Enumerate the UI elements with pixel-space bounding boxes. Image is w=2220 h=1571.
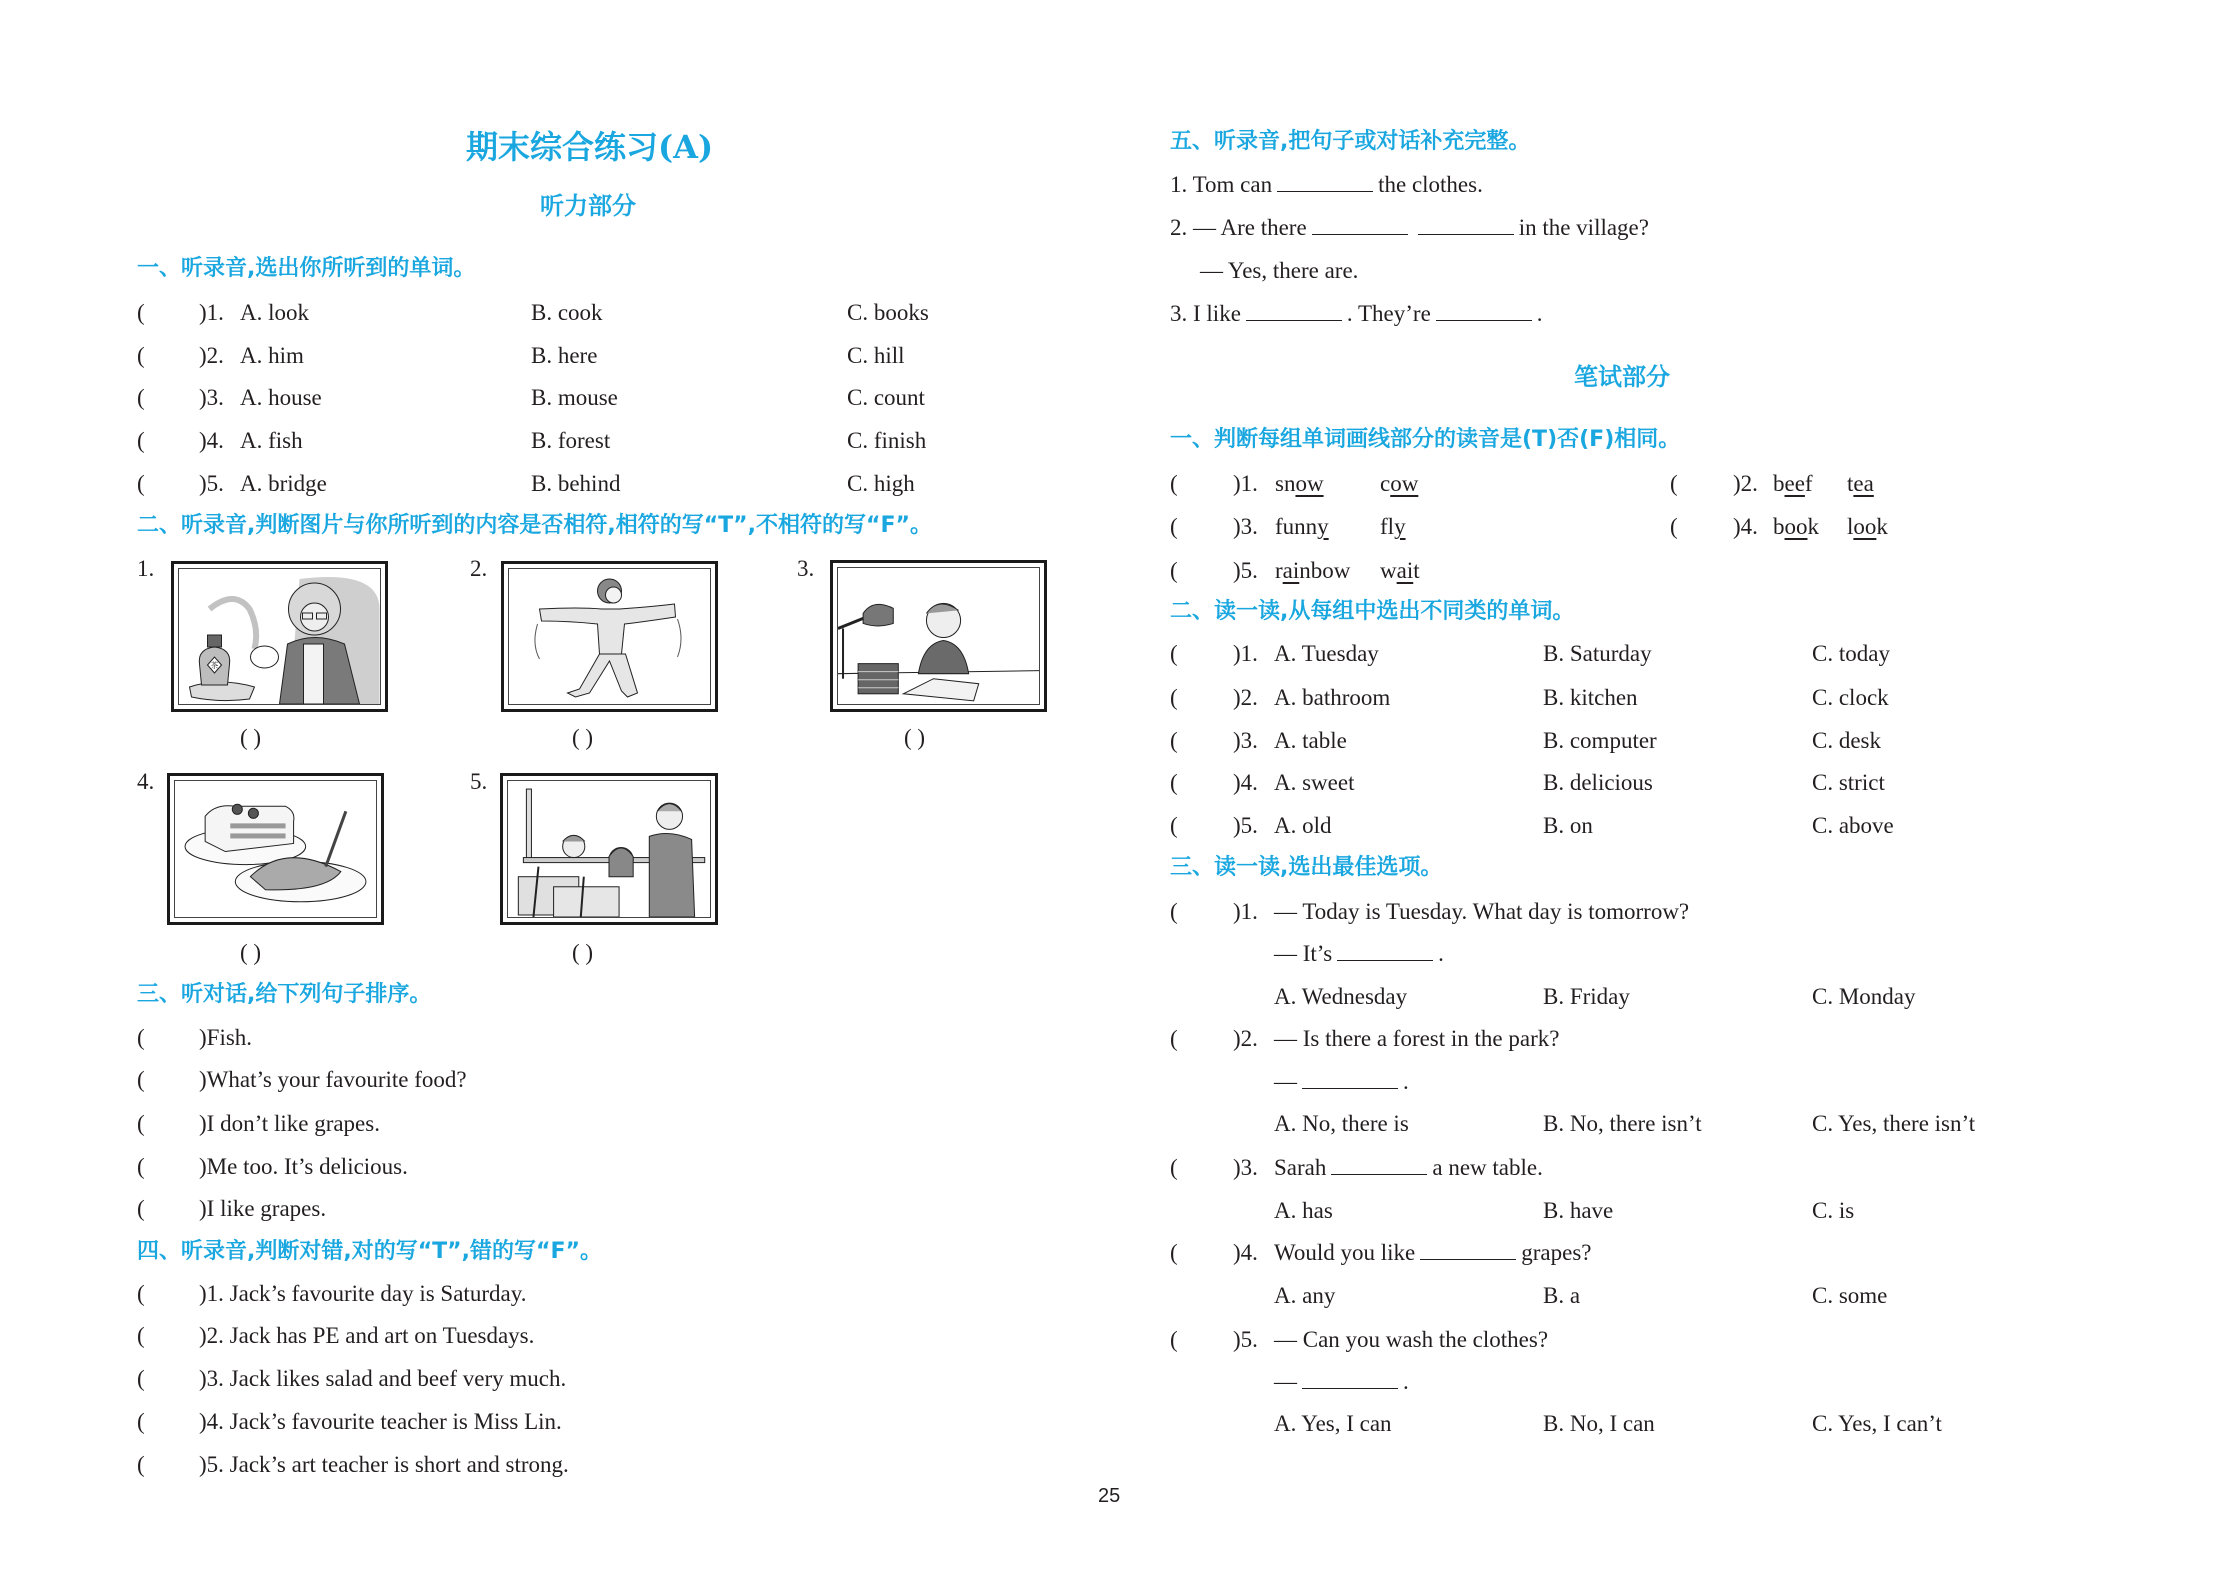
option-c[interactable]: C. is xyxy=(1812,1198,1855,1223)
writing-part2-heading: 二、读一读,从每组中选出不同类的单词。 xyxy=(1170,599,1575,624)
question-number: )3. xyxy=(1233,514,1258,539)
word-part: c xyxy=(1380,471,1391,496)
statement-item: )4. Jack’s favourite teacher is Miss Lin. xyxy=(199,1409,562,1434)
underlined-letters: ea xyxy=(1853,471,1874,496)
question-start: Would you like xyxy=(1274,1240,1416,1265)
option-b[interactable]: B. forest xyxy=(531,428,611,453)
answer-paren[interactable]: ( xyxy=(137,1452,145,1477)
fill-sentence-2 xyxy=(1170,215,1649,241)
listening-part4-heading: 四、听录音,判断对错,对的写“T”,错的写“F”。 xyxy=(137,1239,602,1264)
question-text: — Can you wash the clothes? xyxy=(1274,1327,1549,1352)
answer-blank[interactable] xyxy=(1302,1370,1398,1389)
option-a[interactable]: A. any xyxy=(1274,1283,1336,1308)
answer-paren[interactable]: ( xyxy=(1670,514,1678,539)
answer-paren[interactable]: ( xyxy=(1170,1327,1178,1352)
question-number: )1. xyxy=(199,300,224,325)
reply-end: . xyxy=(1403,1369,1409,1394)
option-c[interactable]: C. Yes, there isn’t xyxy=(1812,1111,1976,1136)
picture-5 xyxy=(500,773,718,925)
question-number: )5. xyxy=(1233,813,1258,838)
fill-sentence-1 xyxy=(1170,172,1483,198)
question-start: Sarah xyxy=(1274,1155,1327,1180)
option-b[interactable]: B. a xyxy=(1543,1283,1581,1308)
picture-1 xyxy=(171,561,388,712)
question-number: )1. xyxy=(1233,641,1258,666)
option-c[interactable]: C. Monday xyxy=(1812,984,1916,1009)
picture-4-answer-paren[interactable]: ( ) xyxy=(240,940,262,965)
word-part: sn xyxy=(1275,471,1296,496)
option-b[interactable]: B. computer xyxy=(1543,728,1657,753)
option-c[interactable]: C. above xyxy=(1812,813,1894,838)
answer-paren[interactable]: ( xyxy=(137,471,145,496)
option-a[interactable]: A. house xyxy=(240,385,322,410)
option-b[interactable]: B. have xyxy=(1543,1198,1614,1223)
cake-and-salad-picture xyxy=(175,781,376,917)
picture-1-answer-paren[interactable]: ( ) xyxy=(240,725,262,750)
option-c[interactable]: C. strict xyxy=(1812,770,1885,795)
option-a[interactable]: A. Wednesday xyxy=(1274,984,1408,1009)
option-a[interactable]: A. sweet xyxy=(1274,770,1355,795)
reply-end: . xyxy=(1403,1069,1409,1094)
question-number: )2. xyxy=(1233,1026,1258,1051)
reply-line xyxy=(1274,1069,1409,1095)
statement-item: )3. Jack likes salad and beef very much. xyxy=(199,1366,567,1391)
word-part: b xyxy=(1773,471,1785,496)
question-number: )4. xyxy=(199,428,224,453)
option-a[interactable]: A. No, there is xyxy=(1274,1111,1409,1136)
answer-paren[interactable]: ( xyxy=(137,385,145,410)
option-b[interactable]: B. Friday xyxy=(1543,984,1630,1009)
answer-paren[interactable]: ( xyxy=(1170,1155,1178,1180)
answer-blank[interactable] xyxy=(1420,1241,1516,1260)
word-2 xyxy=(1380,471,1418,497)
option-a[interactable]: A. bathroom xyxy=(1274,685,1391,710)
word-1 xyxy=(1773,514,1819,540)
answer-blank[interactable] xyxy=(1312,216,1408,235)
sentence-item: )What’s your favourite food? xyxy=(199,1067,467,1092)
option-c[interactable]: C. today xyxy=(1812,641,1890,666)
sentence-item: )I like grapes. xyxy=(199,1196,327,1221)
word-1 xyxy=(1275,558,1350,584)
answer-paren[interactable]: ( xyxy=(137,1281,145,1306)
answer-paren[interactable]: ( xyxy=(1170,471,1178,496)
underlined-letters: oo xyxy=(1853,514,1877,539)
underlined-letters: oo xyxy=(1784,514,1808,539)
picture-2 xyxy=(501,561,718,712)
option-c[interactable]: C. Yes, I can’t xyxy=(1812,1411,1942,1436)
word-part: w xyxy=(1380,558,1397,583)
word-part: funn xyxy=(1275,514,1318,539)
fill-sentence-3-end: . xyxy=(1536,301,1543,326)
option-a[interactable]: A. old xyxy=(1274,813,1332,838)
option-b[interactable]: B. behind xyxy=(531,471,621,496)
answer-paren[interactable]: ( xyxy=(137,1323,145,1348)
answer-paren[interactable]: ( xyxy=(1170,813,1178,838)
art-class-picture xyxy=(508,781,710,917)
word-part: r xyxy=(1275,558,1283,583)
reply-line xyxy=(1274,941,1444,967)
answer-paren[interactable]: ( xyxy=(137,1154,145,1179)
answer-blank[interactable] xyxy=(1277,173,1373,192)
word-part: t xyxy=(1847,471,1854,496)
fill-sentence-3 xyxy=(1170,301,1543,327)
answer-blank[interactable] xyxy=(1246,302,1342,321)
underlined-letters: y xyxy=(1317,514,1329,539)
statement-item: )5. Jack’s art teacher is short and strong. xyxy=(199,1452,569,1477)
answer-paren[interactable]: ( xyxy=(1170,514,1178,539)
word-2 xyxy=(1380,514,1406,540)
option-b[interactable]: B. mouse xyxy=(531,385,618,410)
word-1 xyxy=(1773,471,1813,497)
question-number: )2. xyxy=(199,343,224,368)
fill-sentence-2-start: 2. — Are there xyxy=(1170,215,1307,240)
answer-paren[interactable]: ( xyxy=(1170,685,1178,710)
statement-item: )1. Jack’s favourite day is Saturday. xyxy=(199,1281,527,1306)
answer-paren[interactable]: ( xyxy=(137,343,145,368)
question-number: )5. xyxy=(1233,558,1258,583)
answer-paren[interactable]: ( xyxy=(137,1409,145,1434)
question-number: )3. xyxy=(199,385,224,410)
question-number: )3. xyxy=(1233,728,1258,753)
picture-3 xyxy=(830,560,1047,712)
word-2 xyxy=(1847,514,1888,540)
option-a[interactable]: A. bridge xyxy=(240,471,327,496)
question-text: — Today is Tuesday. What day is tomorrow? xyxy=(1274,899,1690,924)
question-number: )4. xyxy=(1233,770,1258,795)
writing-part1-heading: 一、判断每组单词画线部分的读音是(T)否(F)相同。 xyxy=(1170,427,1681,452)
picture-label-5: 5. xyxy=(470,769,488,794)
question-number: )5. xyxy=(199,471,224,496)
answer-blank[interactable] xyxy=(1331,1156,1427,1175)
fill-sentence-3-mid: . They’re xyxy=(1346,301,1431,326)
question-text xyxy=(1274,1240,1592,1266)
option-a[interactable]: A. fish xyxy=(240,428,303,453)
option-c[interactable]: C. high xyxy=(847,471,915,496)
option-c[interactable]: C. hill xyxy=(847,343,905,368)
sentence-item: )Me too. It’s delicious. xyxy=(199,1154,408,1179)
underlined-letters: ow xyxy=(1295,471,1324,496)
word-2 xyxy=(1847,471,1874,497)
word-part: nbow xyxy=(1299,558,1351,583)
answer-paren[interactable]: ( xyxy=(1170,558,1178,583)
writing-part3-heading: 三、读一读,选出最佳选项。 xyxy=(1170,855,1443,880)
answer-paren[interactable]: ( xyxy=(137,1111,145,1136)
picture-4 xyxy=(167,773,384,925)
picture-label-1: 1. xyxy=(137,556,155,581)
answer-blank[interactable] xyxy=(1436,302,1532,321)
answer-blank[interactable] xyxy=(1302,1070,1398,1089)
underlined-letters: ow xyxy=(1390,471,1419,496)
listening-part1-heading: 一、听录音,选出你所听到的单词。 xyxy=(137,256,476,281)
writing-section-heading: 笔试部分 xyxy=(1574,363,1670,391)
option-b[interactable]: B. No, I can xyxy=(1543,1411,1655,1436)
answer-paren[interactable]: ( xyxy=(137,1366,145,1391)
word-part: fl xyxy=(1380,514,1395,539)
answer-paren[interactable]: ( xyxy=(137,428,145,453)
page-number: 25 xyxy=(1098,1485,1121,1507)
picture-label-4: 4. xyxy=(137,769,155,794)
underlined-letters: ee xyxy=(1784,471,1805,496)
option-c[interactable]: C. some xyxy=(1812,1283,1888,1308)
option-c[interactable]: C. desk xyxy=(1812,728,1881,753)
word-1 xyxy=(1275,471,1324,497)
answer-paren[interactable]: ( xyxy=(1170,770,1178,795)
picture-2-answer-paren[interactable]: ( ) xyxy=(572,725,594,750)
picture-3-answer-paren[interactable]: ( ) xyxy=(904,725,926,750)
option-a[interactable]: A. Yes, I can xyxy=(1274,1411,1392,1436)
question-number: )5. xyxy=(1233,1327,1258,1352)
word-part: k xyxy=(1876,514,1888,539)
option-b[interactable]: B. No, there isn’t xyxy=(1543,1111,1702,1136)
listening-part2-heading: 二、听录音,判断图片与你所听到的内容是否相符,相符的写“T”,不相符的写“F”。 xyxy=(137,513,932,538)
word-part: f xyxy=(1804,471,1813,496)
option-a[interactable]: A. table xyxy=(1274,728,1347,753)
reply-end: . xyxy=(1438,941,1444,966)
question-number: )2. xyxy=(1733,471,1758,496)
answer-blank[interactable] xyxy=(1418,216,1514,235)
reply-dash: — xyxy=(1274,1069,1297,1094)
reply-dash: — It’s xyxy=(1274,941,1333,966)
word-2 xyxy=(1380,558,1420,584)
answer-paren[interactable]: ( xyxy=(137,1067,145,1092)
answer-paren[interactable]: ( xyxy=(1170,641,1178,666)
answer-paren[interactable]: ( xyxy=(1170,899,1178,924)
fill-sentence-2-end: in the village? xyxy=(1518,215,1649,240)
answer-paren[interactable]: ( xyxy=(137,1196,145,1221)
question-number: )1. xyxy=(1233,899,1258,924)
option-a[interactable]: A. look xyxy=(240,300,309,325)
word-part: b xyxy=(1773,514,1785,539)
question-text xyxy=(1274,1155,1543,1181)
option-b[interactable]: B. here xyxy=(531,343,598,368)
underlined-letters: y xyxy=(1394,514,1406,539)
picture-label-3: 3. xyxy=(797,556,815,581)
teapot-label: 茶 xyxy=(210,661,219,670)
reply-line xyxy=(1274,1369,1409,1395)
answer-paren[interactable]: ( xyxy=(1170,1026,1178,1051)
option-c[interactable]: C. finish xyxy=(847,428,927,453)
question-end: a new table. xyxy=(1432,1155,1543,1180)
reply-dash: — xyxy=(1274,1369,1297,1394)
option-a[interactable]: A. him xyxy=(240,343,304,368)
option-c[interactable]: C. books xyxy=(847,300,929,325)
option-b[interactable]: B. Saturday xyxy=(1543,641,1652,666)
boy-doing-homework-picture xyxy=(838,568,1039,704)
question-number: )2. xyxy=(1233,685,1258,710)
question-number: )1. xyxy=(1233,471,1258,496)
answer-paren[interactable]: ( xyxy=(1670,471,1678,496)
answer-blank[interactable] xyxy=(1337,942,1433,961)
option-b[interactable]: B. kitchen xyxy=(1543,685,1638,710)
listening-part3-heading: 三、听对话,给下列句子排序。 xyxy=(137,982,432,1007)
picture-label-2: 2. xyxy=(470,556,488,581)
word-1 xyxy=(1275,514,1329,540)
fill-sentence-1-start: 1. Tom can xyxy=(1170,172,1273,197)
fill-sentence-3-start: 3. I like xyxy=(1170,301,1241,326)
question-text: — Is there a forest in the park? xyxy=(1274,1026,1560,1051)
listening-part5-heading: 五、听录音,把句子或对话补充完整。 xyxy=(1170,129,1531,154)
word-part: k xyxy=(1807,514,1819,539)
question-number: )3. xyxy=(1233,1155,1258,1180)
fill-sentence-1-end: the clothes. xyxy=(1378,172,1483,197)
word-part: t xyxy=(1413,558,1420,583)
question-number: )4. xyxy=(1233,1240,1258,1265)
option-c[interactable]: C. count xyxy=(847,385,925,410)
statement-item: )2. Jack has PE and art on Tuesdays. xyxy=(199,1323,535,1348)
word-part: l xyxy=(1847,514,1854,539)
tai-chi-picture xyxy=(509,569,710,704)
fill-sentence-2-reply: — Yes, there are. xyxy=(1200,258,1359,283)
picture-5-answer-paren[interactable]: ( ) xyxy=(572,940,594,965)
option-b[interactable]: B. cook xyxy=(531,300,603,325)
option-a[interactable]: A. has xyxy=(1274,1198,1333,1223)
option-a[interactable]: A. Tuesday xyxy=(1274,641,1379,666)
grandmother-drinking-tea-picture xyxy=(179,569,380,704)
answer-paren[interactable]: ( xyxy=(137,300,145,325)
sentence-item: )Fish. xyxy=(199,1025,253,1050)
answer-paren[interactable]: ( xyxy=(137,1025,145,1050)
answer-paren[interactable]: ( xyxy=(1170,728,1178,753)
question-end: grapes? xyxy=(1521,1240,1592,1265)
listening-section-heading: 听力部分 xyxy=(540,192,636,220)
underlined-letters: ai xyxy=(1282,558,1300,583)
page-title: 期末综合练习(A) xyxy=(466,128,714,166)
option-b[interactable]: B. on xyxy=(1543,813,1593,838)
answer-paren[interactable]: ( xyxy=(1170,1240,1178,1265)
underlined-letters: ai xyxy=(1396,558,1414,583)
option-b[interactable]: B. delicious xyxy=(1543,770,1653,795)
option-c[interactable]: C. clock xyxy=(1812,685,1889,710)
sentence-item: )I don’t like grapes. xyxy=(199,1111,380,1136)
question-number: )4. xyxy=(1733,514,1758,539)
